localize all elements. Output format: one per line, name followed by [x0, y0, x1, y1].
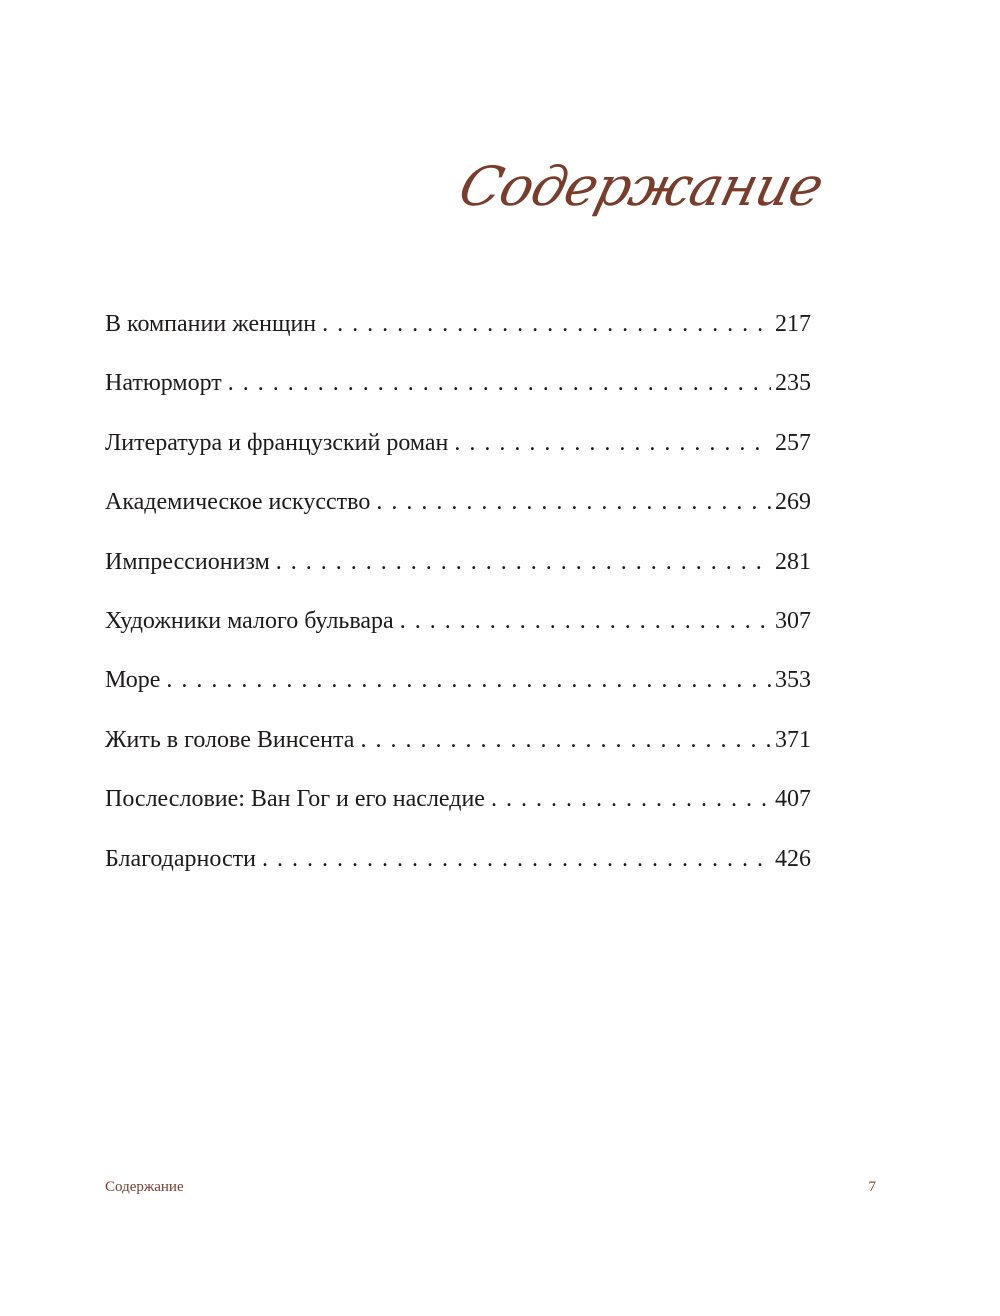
toc-entry-title: Натюрморт — [105, 370, 222, 397]
toc-entry-page: 217 — [775, 311, 811, 337]
toc-leader-dots — [322, 302, 771, 346]
toc-entry-page: 353 — [775, 667, 811, 694]
toc-entry-title: Жить в голове Винсента — [105, 726, 355, 753]
toc-entry-title: Благодарности — [105, 845, 256, 872]
toc-leader-dots — [262, 837, 771, 881]
toc-entry-title: Импрессионизм — [105, 548, 270, 575]
toc-entry-page: 371 — [775, 726, 811, 753]
toc-entry[interactable] — [105, 302, 811, 361]
toc-entry[interactable] — [105, 599, 811, 658]
toc-entry-page: 257 — [775, 429, 811, 456]
toc-entry[interactable] — [105, 540, 811, 599]
toc-entry-page: 307 — [775, 607, 811, 634]
toc-entry-title: Академическое искусство — [105, 489, 371, 516]
toc-leader-dots — [360, 718, 771, 762]
toc-leader-dots — [376, 480, 771, 524]
toc-entry[interactable] — [105, 421, 811, 480]
toc-leader-dots — [491, 777, 771, 821]
toc-entry-page: 269 — [775, 489, 811, 516]
toc-entry[interactable] — [105, 837, 811, 896]
toc-entry-page: 235 — [775, 370, 811, 397]
table-of-contents — [105, 302, 811, 896]
toc-entry[interactable] — [105, 718, 811, 777]
toc-entry-page: 426 — [775, 845, 811, 872]
toc-entry[interactable] — [105, 777, 811, 836]
toc-entry-page: 407 — [775, 786, 811, 813]
toc-entry-page: 281 — [775, 548, 811, 575]
toc-leader-dots — [400, 599, 771, 643]
toc-entry-title: Литература и французский роман — [105, 429, 449, 456]
toc-leader-dots — [228, 361, 771, 405]
toc-leader-dots — [276, 540, 771, 584]
running-head: Содержание — [105, 1179, 184, 1195]
toc-entry-title: Художники малого бульвара — [105, 607, 394, 634]
toc-leader-dots — [454, 421, 771, 465]
page-heading: Содержание — [452, 155, 829, 218]
page-number: 7 — [868, 1179, 876, 1195]
toc-entry-title: В компании женщин — [105, 311, 317, 337]
toc-leader-dots — [166, 658, 771, 702]
toc-entry[interactable] — [105, 658, 811, 717]
toc-entry[interactable] — [105, 361, 811, 420]
toc-entry-title: Море — [105, 667, 161, 694]
toc-entry-title: Послесловие: Ван Гог и его наследие — [105, 786, 485, 813]
toc-entry[interactable] — [105, 480, 811, 539]
